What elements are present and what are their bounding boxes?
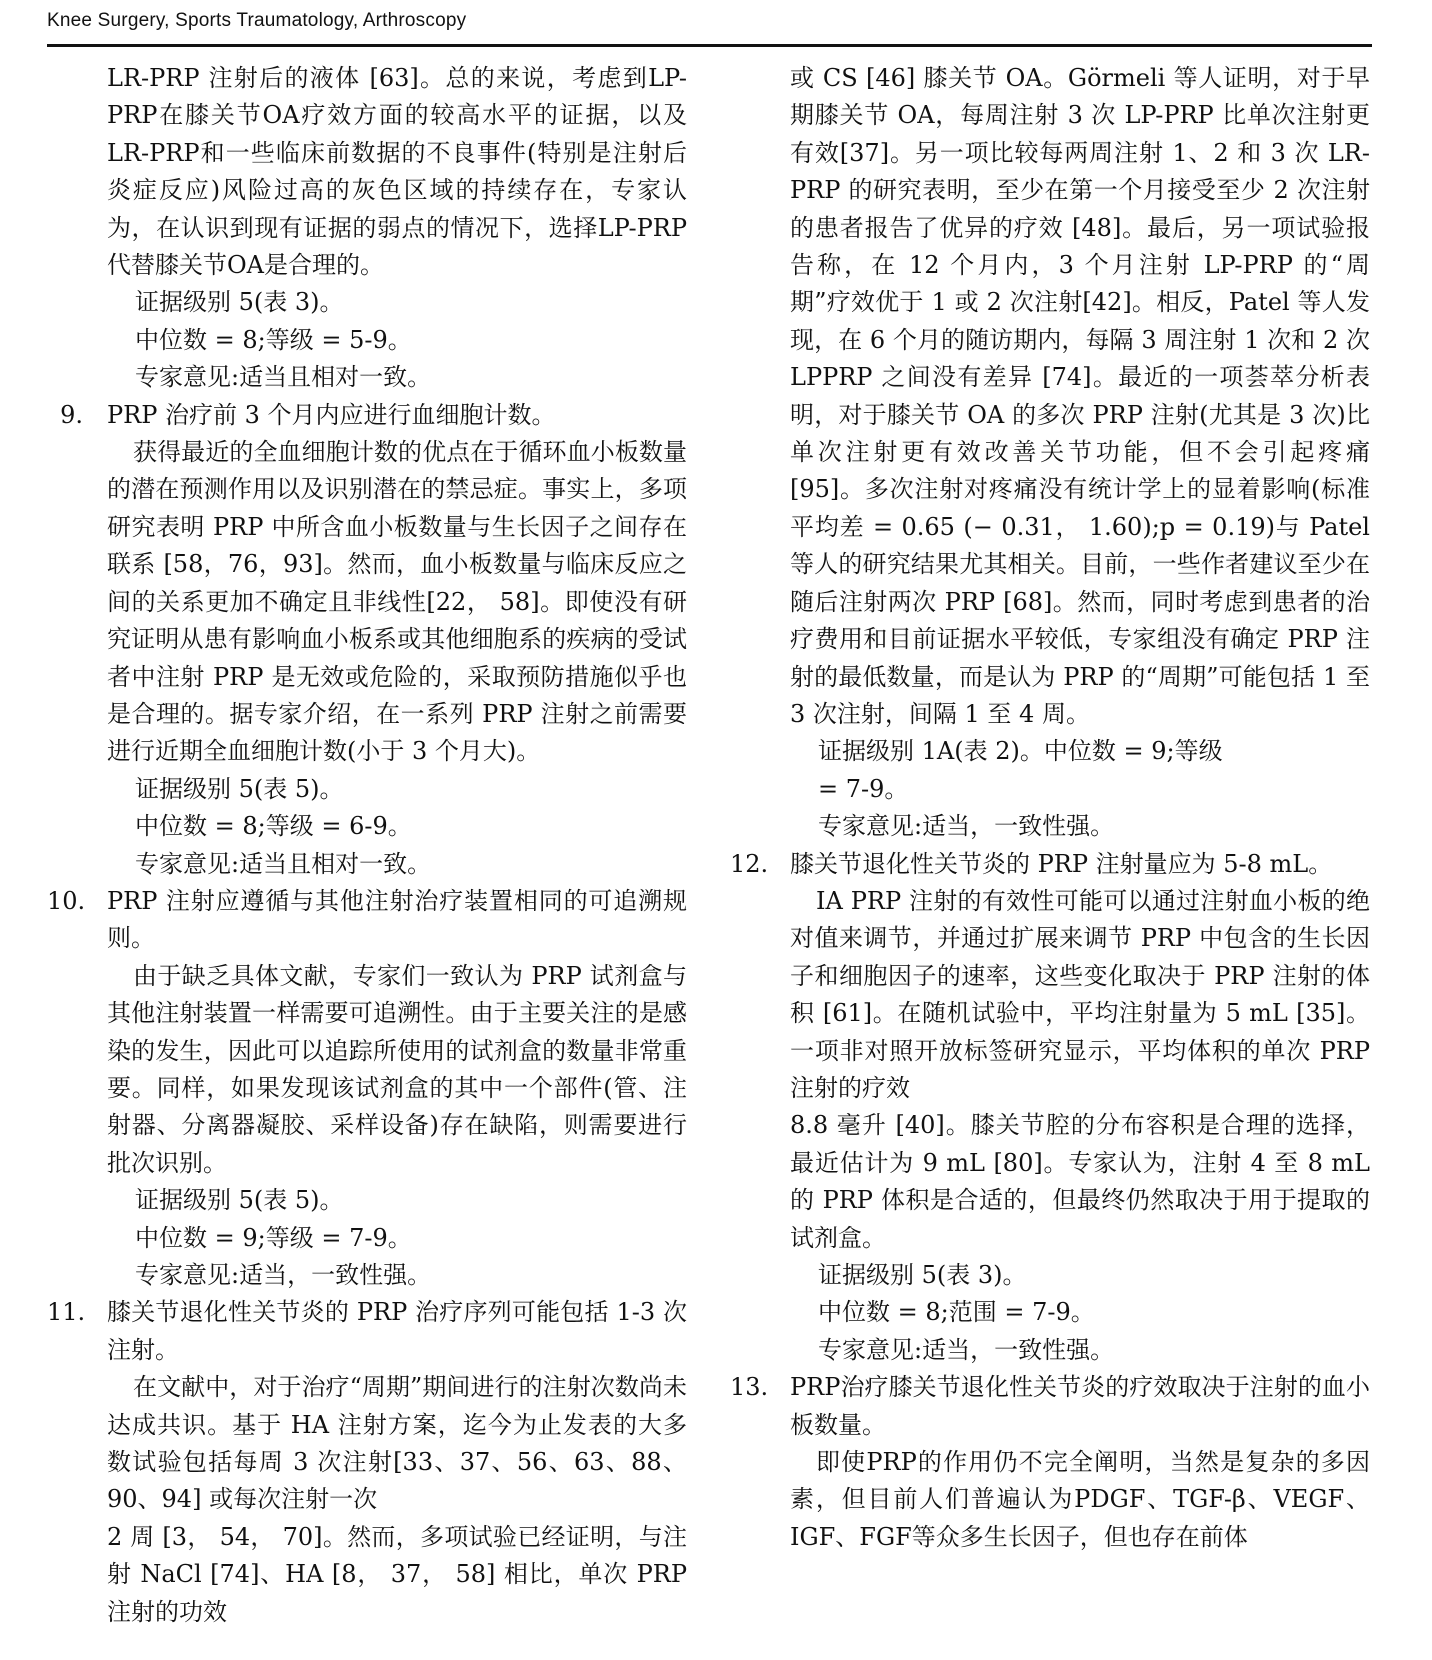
evidence-level: 证据级别 5(表 3)。 <box>818 1261 1027 1289</box>
expert-opinion: 专家意见:适当且相对一致。 <box>135 849 432 878</box>
statement-title: PRP治疗膝关节退化性关节炎的疗效取决于注射的血小板数量。 <box>790 1373 1370 1439</box>
left-column <box>47 60 687 1631</box>
paragraph: 或 CS [46] 膝关节 OA。Görmeli 等人证明，对于早期膝关节 OA，每周注射 3 次 LP-PRP 比单次注射更有效[37]。另一项比较每两周注射 1、2 和 3 次 LR-PRP 的研究表明，至少在第一个月接受至少 2 次注射的患者报告了优异的疗效 [48]。最后，另一项试验报告称，在 12 个月内，3 个月注射 LP-PRP 的“周期”疗效优于 1 或 2 次注射[42]。相反，Patel 等人发现，在 6 个月的随访期内，每隔 3 周注射 1 次和 2 次 LPPRP 之间没有差异 [74]。最近的一项荟萃分析表明，对于膝关节 OA 的多次 PRP 注射(尤其是 3 次)比单次注射更有效改善关节功能，但不会引起疼痛 [95]。多次注射对疼痛没有统计学上的显着影响(标准平均差 = 0.65 (− 0.31， 1.60);p = 0.19)与 Patel 等人的研究结果尤其相关。目前，一些作者建议至少在随后注射两次 PRP [68]。然而，同时考虑到患者的治疗费用和目前证据水平较低，专家组没有确定 PRP 注射的最低数量，而是认为 PRP 的“周期”可能包括 1 至 3 次注射，间隔 1 至 4 周。 <box>790 64 1370 728</box>
statement-title: 膝关节退化性关节炎的 PRP 治疗序列可能包括 1-3 次注射。 <box>107 1298 687 1364</box>
evidence-level: 证据级别 5(表 5)。 <box>135 774 344 803</box>
expert-opinion: 专家意见:适当，一致性强。 <box>135 1261 432 1289</box>
evidence-level: 证据级别 5(表 3)。 <box>135 288 344 317</box>
median-grade: = 7-9。 <box>818 774 909 803</box>
statement-title: PRP 治疗前 3 个月内应进行血细胞计数。 <box>107 400 556 429</box>
statement-title: 膝关节退化性关节炎的 PRP 注射量应为 5-8 mL。 <box>790 849 1333 878</box>
running-header: Knee Surgery, Sports Traumatology, Arthroscopy <box>47 10 467 31</box>
median-grade: 中位数 = 8;等级 = 5-9。 <box>135 325 412 354</box>
statement-13 <box>730 1369 1370 1444</box>
statement-number: 12. <box>730 849 769 878</box>
paragraph: 即使PRP的作用仍不完全阐明，当然是复杂的多因素，但目前人们普遍认为PDGF、TGF-β、VEGF、IGF、FGF等众多生长因子，但也存在前体 <box>790 1448 1370 1551</box>
paragraph: 2 周 [3， 54， 70]。然而，多项试验已经证明，与注射 NaCl [74]、HA [8， 37， 58] 相比，单次 PRP 注射的功效 <box>107 1522 687 1626</box>
paragraph: 获得最近的全血细胞计数的优点在于循环血小板数量的潜在预测作用以及识别潜在的禁忌症。事实上，多项研究表明 PRP 中所含血小板数量与生长因子之间存在联系 [58，76，93]。然而，血小板数量与临床反应之间的关系更加不确定且非线性[22， 58]。即使没有研究证明从患有影响血小板系或其他细胞系的疾病的受试者中注射 PRP 是无效或危险的，采取预防措施似乎也是合理的。据专家介绍，在一系列 PRP 注射之前需要进行近期全血细胞计数(小于 3 个月大)。 <box>107 438 687 766</box>
paragraph: LR-PRP 注射后的液体 [63]。总的来说，考虑到LP-PRP在膝关节OA疗效方面的较高水平的证据，以及LR-PRP和一些临床前数据的不良事件(特别是注射后炎症反应)风险过高的灰色区域的持续存在，专家认为，在认识到现有证据的弱点的情况下，选择LP-PRP代替膝关节OA是合理的。 <box>107 64 687 280</box>
median-grade: 中位数 = 9;等级 = 7-9。 <box>135 1223 412 1252</box>
statement-title: PRP 注射应遵循与其他注射治疗装置相同的可追溯规则。 <box>107 886 687 953</box>
expert-opinion: 专家意见:适当，一致性强。 <box>818 1335 1115 1364</box>
paragraph: 在文献中，对于治疗“周期”期间进行的注射次数尚未达成共识。基于 HA 注射方案，迄今为止发表的大多数试验包括每周 3 次注射[33、37、56、63、88、90、94] 或每次注射一次 <box>107 1373 687 1514</box>
statement-9 <box>47 397 687 434</box>
paragraph: IA PRP 注射的有效性可能可以通过注射血小板的绝对值来调节，并通过扩展来调节 PRP 中包含的生长因子和细胞因子的速率，这些变化取决于 PRP 注射的体积 [61]。在随机试验中，平均注射量为 5 mL [35]。一项非对照开放标签研究显示，平均体积的单次 PRP 注射的疗效 <box>790 886 1370 1102</box>
right-column <box>730 60 1370 1556</box>
statement-11 <box>47 1294 687 1369</box>
statement-number: 9. <box>60 400 83 429</box>
expert-opinion: 专家意见:适当且相对一致。 <box>135 363 432 392</box>
statement-10 <box>47 883 687 958</box>
median-range: 中位数 = 8;范围 = 7-9。 <box>818 1298 1095 1327</box>
statement-number: 13. <box>730 1373 769 1402</box>
statement-number: 10. <box>47 886 86 915</box>
median-grade: 中位数 = 8;等级 = 6-9。 <box>135 812 412 841</box>
evidence-level: 证据级别 1A(表 2)。中位数 = 9;等级 <box>818 737 1223 766</box>
statement-number: 11. <box>47 1298 86 1327</box>
header-rule <box>47 44 1372 47</box>
expert-opinion: 专家意见:适当，一致性强。 <box>818 812 1115 841</box>
statement-12 <box>730 846 1370 883</box>
evidence-level: 证据级别 5(表 5)。 <box>135 1186 344 1215</box>
paragraph: 由于缺乏具体文献，专家们一致认为 PRP 试剂盒与其他注射装置一样需要可追溯性。由于主要关注的是感染的发生，因此可以追踪所使用的试剂盒的数量非常重要。同样，如果发现该试剂盒的其中一个部件(管、注射器、分离器凝胶、采样设备)存在缺陷，则需要进行批次识别。 <box>107 961 687 1177</box>
paragraph: 8.8 毫升 [40]。膝关节腔的分布容积是合理的选择，最近估计为 9 mL [80]。专家认为，注射 4 至 8 mL 的 PRP 体积是合适的，但最终仍然取决于用于提取的试剂盒。 <box>790 1111 1370 1252</box>
